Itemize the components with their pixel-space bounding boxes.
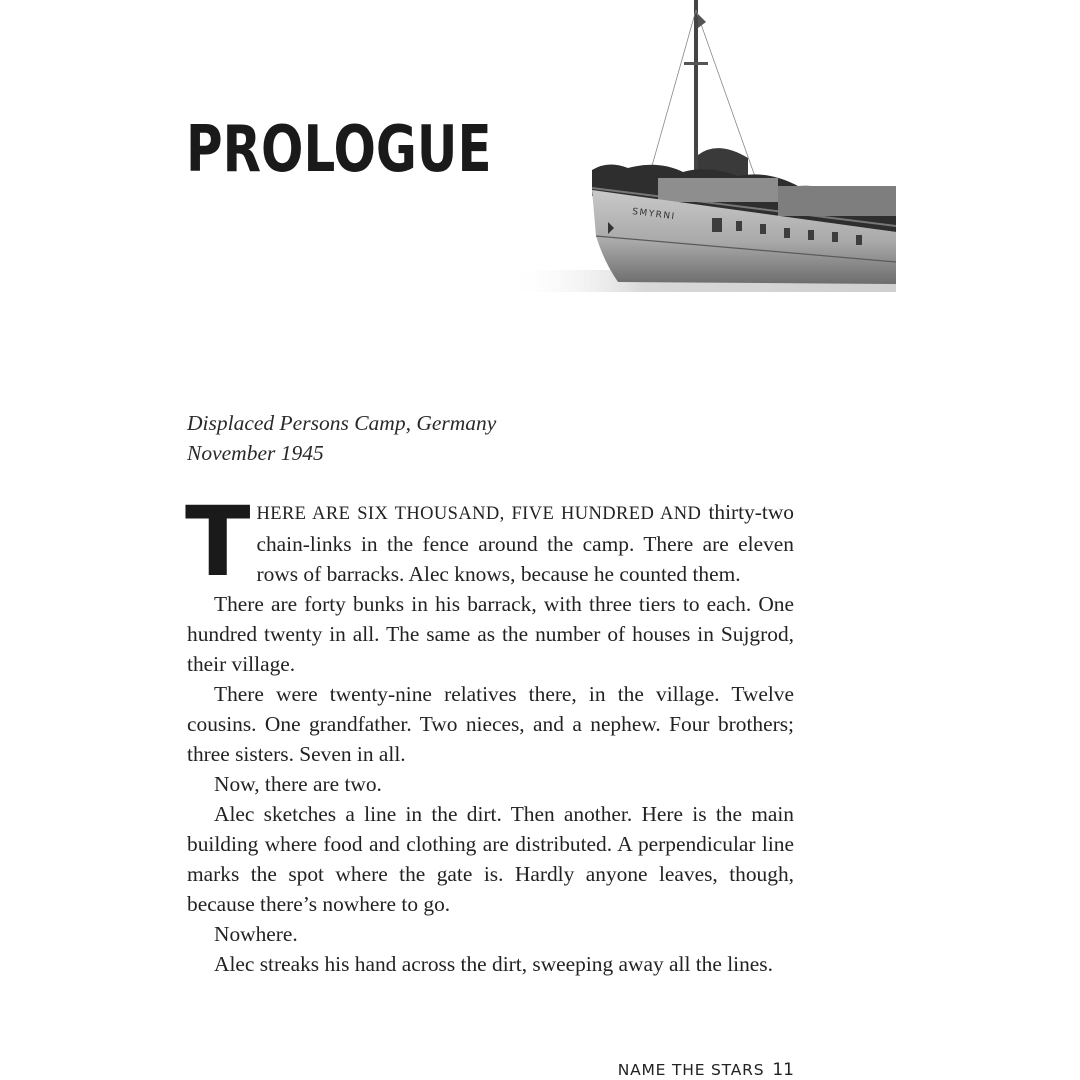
drop-cap: T <box>185 486 251 598</box>
opening-caps: HERE ARE SIX THOUSAND, FIVE HUNDRED AND <box>256 504 702 524</box>
ship-name: SMYRNI <box>631 207 677 223</box>
paragraph-2: There are forty bunks in his barrack, with three tiers to each. One hundred twenty in all. The same as the number of houses in Sujgrod, their village. <box>187 592 794 676</box>
paragraph-1 <box>185 486 795 598</box>
paragraph-3: There were twenty-nine relatives there, in the village. Twelve cousins. One grandfather. Two nieces, and a nephew. Four brothers; three sisters. Seven in all. <box>187 682 794 766</box>
paragraph-5: Alec sketches a line in the dirt. Then another. Here is the main building where food and clothing are distributed. A perpendicular line marks the spot where the gate is. Hardly anyone leaves, though, because there’s nowhere to go. <box>187 802 794 916</box>
footer-book-title: NAME THE STARS <box>617 1061 765 1079</box>
page-number: 11 <box>772 1060 794 1080</box>
dateline <box>187 408 496 468</box>
running-footer <box>618 1060 794 1080</box>
body-text <box>185 486 795 979</box>
ship-illustration-icon <box>508 0 896 296</box>
paragraph-7: Alec streaks his hand across the dirt, sweeping away all the lines. <box>214 952 773 976</box>
paragraph-6: Nowhere. <box>214 922 298 946</box>
dateline-place: Displaced Persons Camp, Germany <box>187 411 497 435</box>
paragraph-4: Now, there are two. <box>214 772 382 796</box>
opening-text: thirty-two chain-links in the fence around the camp. There are eleven rows of barracks. Alec knows, because he counted them. <box>256 500 795 586</box>
dateline-date: November 1945 <box>187 441 324 465</box>
chapter-title: PROLOGUE <box>186 113 492 187</box>
